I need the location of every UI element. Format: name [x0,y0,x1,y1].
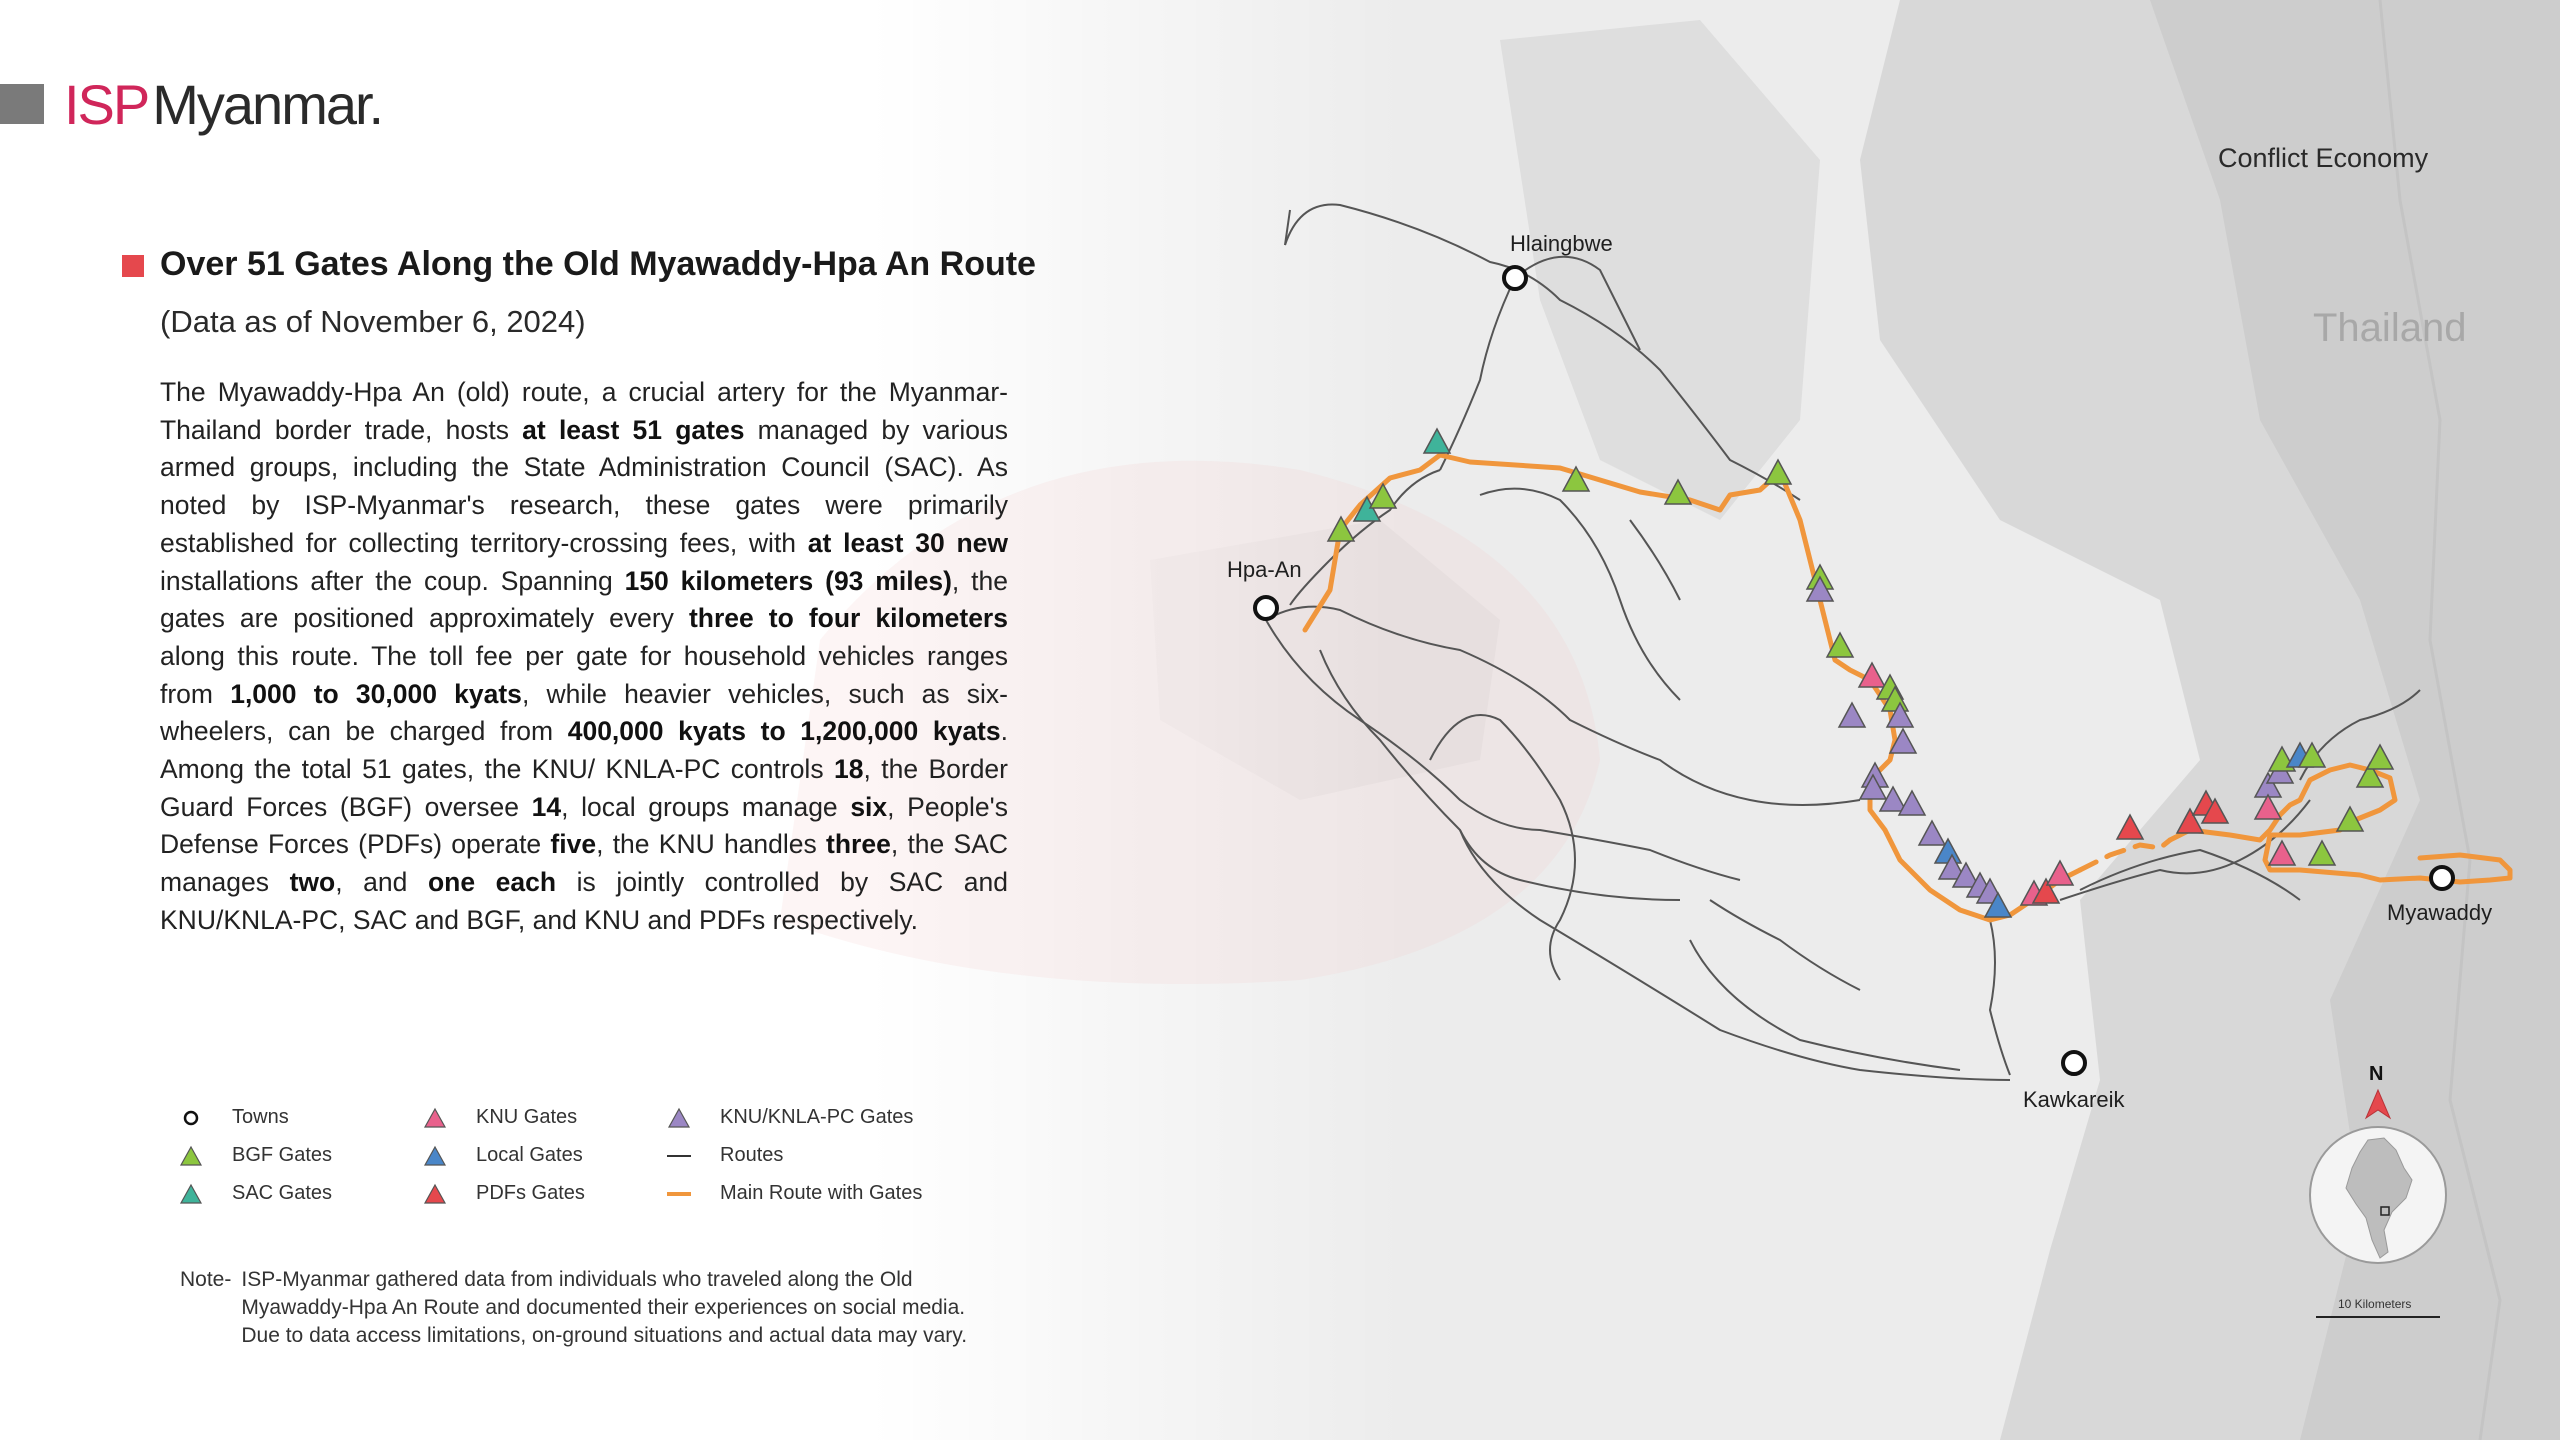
legend-label: Towns [232,1106,289,1128]
note-line: Myawaddy-Hpa An Route and documented their experiences on social media. [241,1296,966,1319]
body-highlight: 14 [531,791,562,822]
headline-marker [122,255,144,277]
body-run: , the Border Guard Forces (BGF) oversee [160,754,1008,822]
logo-myanmar-text: Myanmar. [152,72,383,136]
svg-text:10 Kilometers: 10 Kilometers [2338,1297,2412,1311]
body-run: The Myawaddy-Hpa An (old) route, a crucial artery for the Myanmar-Thailand border trade, hosts [160,377,1008,445]
body-run: , the KNU handles [596,829,827,860]
legend-item-knu-knla-pc-gates [664,1106,913,1129]
legend-label: KNU/KNLA-PC Gates [720,1106,914,1128]
body-run: , and [335,867,428,898]
body-highlight: 150 kilometers (93 miles) [624,565,952,596]
note-lines [241,1266,967,1350]
legend-item-bgf-gates [176,1144,332,1167]
svg-text:Kawkareik: Kawkareik [2023,1087,2125,1112]
legend-label: Main Route with Gates [720,1182,923,1204]
body-run: , the SAC manages [160,829,1009,898]
legend-label: Local Gates [476,1144,583,1166]
logo-isp-text: ISP [64,72,149,136]
body-highlight: one each [427,867,557,898]
legend-label: PDFs Gates [476,1182,585,1204]
gate-triangle-icon [420,1107,450,1129]
country-label-thailand: Thailand [2313,306,2467,350]
svg-text:Myawaddy: Myawaddy [2387,900,2493,925]
brand-logo [0,74,382,134]
legend-item-knu-gates [420,1106,577,1129]
svg-text:Hpa-An: Hpa-An [1227,557,1302,582]
legend-item-towns [176,1106,289,1129]
body-highlight: 18 [833,754,864,785]
town-circle-icon [176,1107,206,1129]
legend-item-routes [664,1144,783,1167]
legend-item-sac-gates [176,1182,332,1205]
legend-label: SAC Gates [232,1182,333,1204]
svg-text:N: N [2369,1063,2384,1085]
route-line-icon [664,1145,694,1167]
note-line: ISP-Myanmar gathered data from individuals who traveled along the Old [241,1268,913,1291]
legend-label: BGF Gates [232,1144,333,1166]
body-run: . Among the total 51 gates, the KNU/ KNLA-PC controls [160,716,1009,785]
page-title: Over 51 Gates Along the Old Myawaddy-Hpa An Route [160,245,1036,283]
body-highlight: six [850,791,888,822]
body-paragraph [160,374,1008,940]
gate-triangle-icon [176,1183,206,1205]
body-run: installations after the coup. Spanning [160,565,625,596]
note-line: Due to data access limitations, on-ground situations and actual data may vary. [241,1324,968,1347]
body-run: , while heavier vehicles, such as six-wheelers, can be charged from [160,678,1009,747]
body-highlight: three [826,829,891,860]
legend-item-local-gates [420,1144,583,1167]
body-run: managed by various armed groups, including the State Administration Council (SAC). As noted by ISP-Myanmar's research, these gates were primarily established for collecting territory-crossing fees, with [160,414,1008,558]
svg-text:Hlaingbwe: Hlaingbwe [1510,231,1613,256]
body-highlight: 400,000 kyats to 1,200,000 kyats [567,716,1001,747]
note-prefix: Note- [180,1268,232,1291]
inset-locator-map [2310,1127,2446,1263]
section-tag: Conflict Economy [2218,143,2429,173]
body-run: is jointly controlled by SAC and KNU/KNLA-PC, SAC and BGF, and KNU and PDFs respectively. [160,867,1008,935]
body-highlight: at least 30 new [807,527,1008,558]
dateline: (Data as of November 6, 2024) [160,304,586,339]
body-run: , local groups manage [561,791,851,822]
legend-item-main-route-with-gates [664,1182,922,1205]
route-line-icon [664,1183,694,1205]
gate-triangle-icon [420,1183,450,1205]
body-highlight: five [550,829,597,860]
body-run: , People's Defense Forces (PDFs) operate [160,791,1008,860]
legend-item-pdfs-gates [420,1182,585,1205]
legend-label: KNU Gates [476,1106,578,1128]
body-highlight: three to four kilometers [688,603,1008,634]
body-run: , the gates are positioned approximately every [160,565,1008,634]
logo-mark [0,84,44,124]
body-highlight: two [289,867,336,898]
body-run: along this route. The toll fee per gate for household vehicles ranges from [160,640,1008,709]
gate-triangle-icon [664,1107,694,1129]
note [180,1266,967,1350]
body-highlight: 1,000 to 30,000 kyats [230,678,522,709]
body-highlight: at least 51 gates [522,414,745,445]
gate-triangle-icon [176,1145,206,1167]
gate-triangle-icon [420,1145,450,1167]
legend-label: Routes [720,1144,784,1166]
